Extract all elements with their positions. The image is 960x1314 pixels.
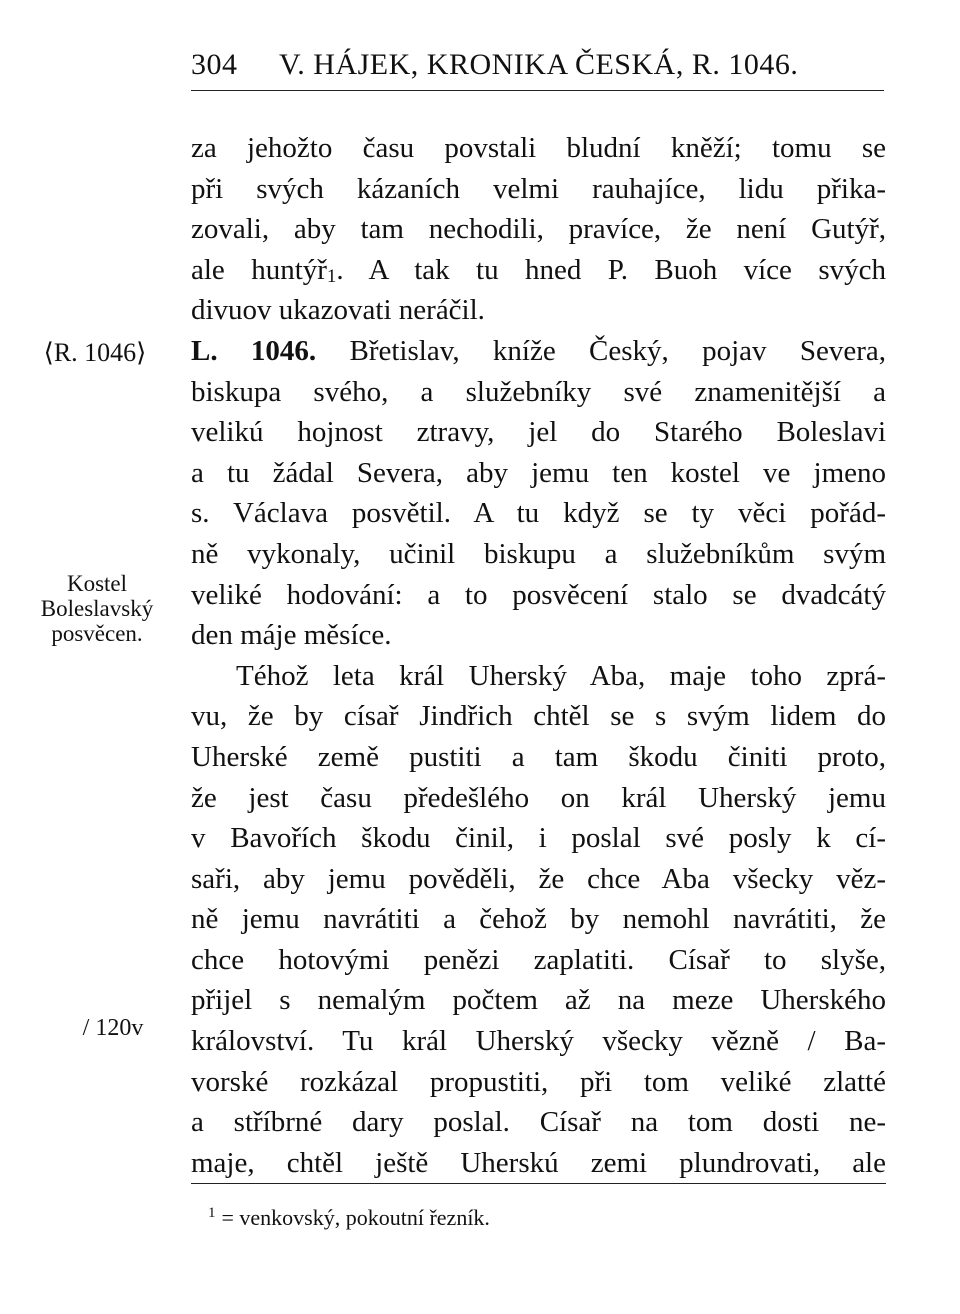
footnote-text: = venkovský, pokoutní řezník. (221, 1205, 490, 1230)
text-line (191, 250, 886, 291)
text-line: ně jemu navrátiti a čehož by nemohl navrátiti, že (191, 903, 886, 936)
text-line: maje, chtěl ještě Uherskú zemi plundrovati, ale (191, 1146, 886, 1179)
footnote-reference: 1 (326, 265, 337, 287)
text-line: Téhož leta král Uherský Aba, maje toho zprá- (236, 659, 886, 692)
body-text (191, 128, 886, 1183)
text-line: království. Tu král Uherský všecky vězně / Ba- (191, 1025, 886, 1058)
margin-note-year: ⟨R. 1046⟩ (43, 338, 147, 367)
year-heading: L. 1046. (191, 334, 317, 367)
text-line: veliké hodování: a to posvěcení stalo se dvadcátý (191, 578, 886, 611)
text-line: velikú hojnost ztravy, jel do Starého Boleslavi (191, 416, 886, 449)
text-line: den máje měsíce. (191, 619, 392, 652)
text-line: biskupa svého, a služebníky své znamenitější a (191, 375, 886, 408)
running-title: V. HÁJEK, KRONIKA ČESKÁ, R. 1046. (279, 48, 799, 81)
text-line: při svých kázaních velmi rauhajíce, lidu přika- (191, 172, 886, 205)
text-line: vorské rozkázal propustiti, při tom veliké zlatté (191, 1065, 886, 1098)
footnote (208, 1205, 490, 1231)
text-line: zovali, aby tam nechodili, pravíce, že není Gutýř, (191, 213, 886, 246)
text-fragment: . A tak tu hned P. Buoh více svých (336, 253, 886, 286)
text-line: divuov ukazovati neráčil. (191, 294, 485, 327)
text-line (191, 331, 886, 372)
text-fragment: Břetislav, kníže Český, pojav Severa, (316, 334, 886, 367)
text-line: vu, že by císař Jindřich chtěl se s svým lidem do (191, 700, 886, 733)
margin-note-chapel (22, 571, 172, 646)
page-number: 304 (191, 48, 238, 81)
text-line: že jest času předešlého on král Uherský jemu (191, 781, 886, 814)
footnote-marker: 1 (208, 1205, 216, 1221)
header-rule (191, 90, 884, 91)
text-line: a tu žádal Severa, aby jemu ten kostel ve jmeno (191, 456, 886, 489)
text-line: chce hotovými penězi zaplatiti. Císař to slyše, (191, 943, 886, 976)
footnote-rule (191, 1183, 886, 1184)
text-fragment: ale huntýř (191, 253, 327, 286)
margin-note-chapel-line: posvěcen. (51, 621, 143, 646)
text-line: a stříbrné dary poslal. Císař na tom dosti ne- (191, 1106, 886, 1139)
text-line: saři, aby jemu pověděli, že chce Aba všecky věz- (191, 862, 886, 895)
text-line: přijel s nemalým počtem až na meze Uherského (191, 984, 886, 1017)
text-line: v Bavořích škodu činil, i poslal své posly k cí- (191, 822, 886, 855)
margin-note-chapel-line: Boleslavský (40, 596, 154, 621)
text-line: Uherské země pustiti a tam škodu činiti proto, (191, 740, 886, 773)
text-line: s. Václava posvětil. A tu když se ty věci pořád- (191, 497, 886, 530)
text-line: za jehožto času povstali bludní kněží; tomu se (191, 132, 886, 164)
running-header (191, 42, 884, 88)
text-line: ně vykonaly, učinil biskupu a služebníkům svým (191, 537, 886, 570)
margin-note-chapel-line: Kostel (66, 571, 128, 596)
margin-note-folio: / 120v (82, 1015, 144, 1041)
